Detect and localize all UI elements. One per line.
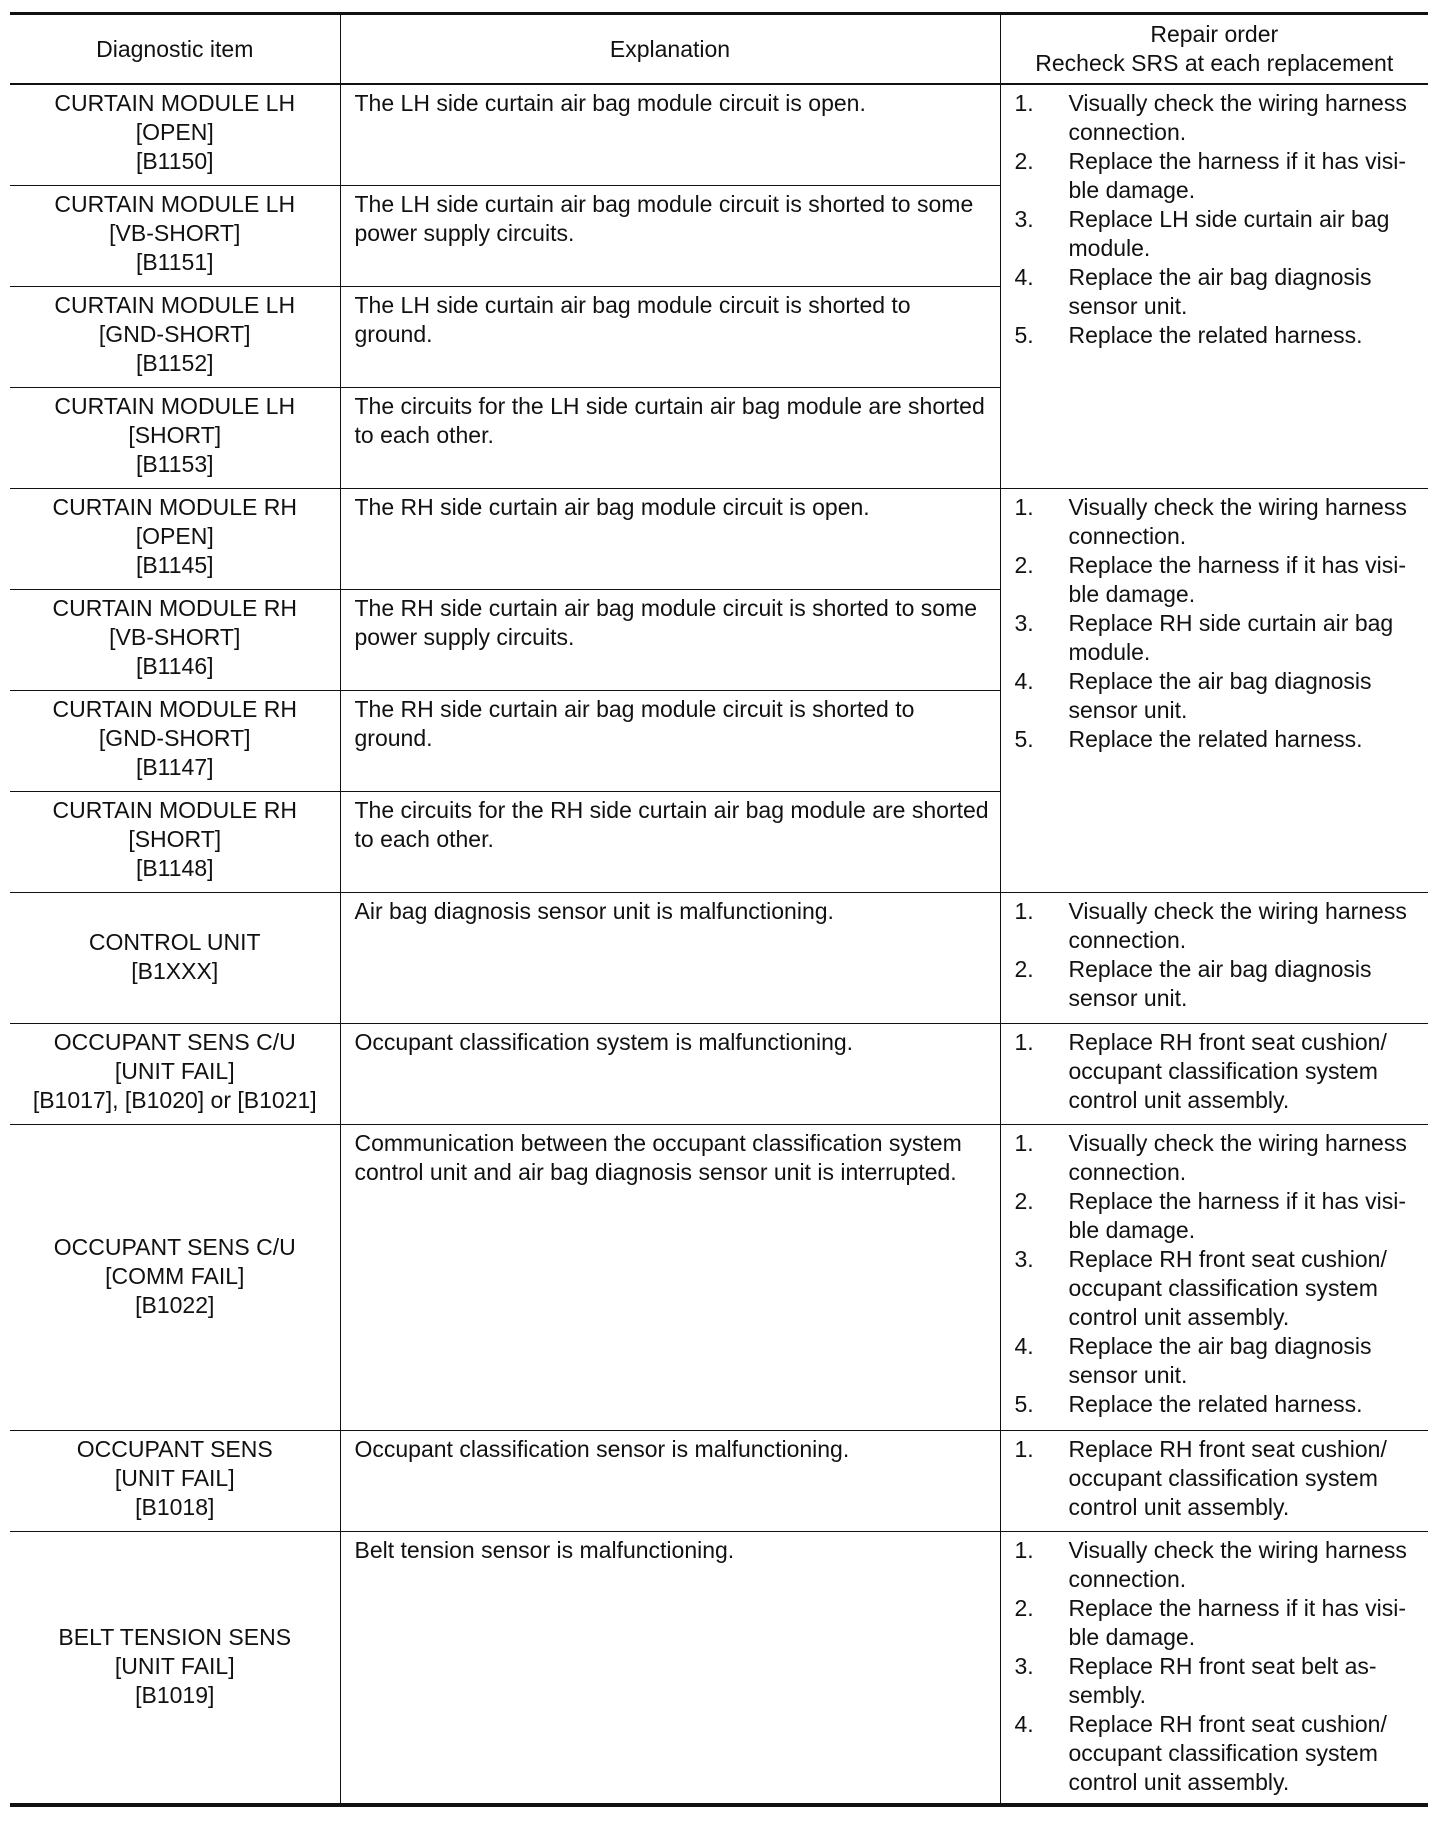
explanation-cell: The LH side curtain air bag module circuit is shorted to some power supply circuits.	[340, 185, 1000, 286]
item-line: [B1018]	[135, 1493, 215, 1520]
repair-step	[1015, 147, 1421, 205]
step-text: Replace RH front seat cushion/ occupant classification system control unit assembly.	[1068, 1245, 1387, 1330]
step-number: 5.	[1014, 322, 1034, 348]
step-number: 3.	[1014, 1652, 1034, 1679]
item-line: [B1150]	[135, 148, 214, 174]
item-line: CURTAIN MODULE RH	[52, 796, 297, 823]
diagnostic-item-cell	[10, 387, 340, 488]
header-repair-order-title: Repair order	[1150, 21, 1279, 47]
explanation-cell: Air bag diagnosis sensor unit is malfunctioning.	[340, 892, 1000, 1023]
step-text: Visually check the wiring harness connection.	[1068, 493, 1407, 549]
repair-step	[1015, 1435, 1421, 1522]
step-number: 1.	[1014, 1536, 1034, 1563]
explanation-cell: The circuits for the RH side curtain air bag module are shorted to each other.	[340, 791, 1000, 892]
step-number: 3.	[1014, 1245, 1034, 1272]
item-line: [B1022]	[135, 1291, 215, 1318]
diagnostic-item-cell	[10, 1531, 340, 1805]
repair-order-cell	[1000, 1124, 1428, 1430]
repair-steps-list	[1015, 1536, 1421, 1797]
item-line: CURTAIN MODULE RH	[52, 493, 297, 520]
step-number: 3.	[1014, 609, 1034, 636]
step-number: 1.	[1014, 1129, 1034, 1156]
item-line: [UNIT FAIL]	[114, 1464, 235, 1491]
diagnostic-item-cell	[10, 1430, 340, 1531]
repair-steps-list	[1015, 1028, 1421, 1115]
step-text: Replace the harness if it has visi-ble damage.	[1068, 551, 1406, 607]
item-line: [OPEN]	[135, 522, 214, 549]
step-number: 1.	[1014, 1435, 1034, 1462]
diagnostic-item-cell	[10, 286, 340, 387]
item-line: CURTAIN MODULE RH	[52, 594, 297, 621]
header-diagnostic-item: Diagnostic item	[10, 14, 340, 85]
repair-order-cell	[1000, 84, 1428, 488]
step-text: Replace RH side curtain air bag module.	[1068, 609, 1394, 665]
step-number: 2.	[1014, 1594, 1034, 1621]
header-repair-order-note: Recheck SRS at each replacement	[1035, 50, 1394, 76]
step-number: 5.	[1014, 1390, 1034, 1417]
item-line: OCCUPANT SENS C/U	[53, 1233, 296, 1260]
diagnostic-item-cell	[10, 1023, 340, 1124]
diagnostic-item-cell	[10, 1124, 340, 1430]
step-text: Visually check the wiring harness connection.	[1068, 1129, 1407, 1185]
step-text: Replace the air bag diagnosis sensor unit.	[1068, 1332, 1372, 1388]
diagnostic-item-cell	[10, 488, 340, 589]
repair-step	[1015, 321, 1421, 350]
step-text: Replace RH front seat cushion/ occupant classification system control unit assembly.	[1068, 1710, 1387, 1795]
item-line: CURTAIN MODULE LH	[54, 190, 296, 217]
table-row	[10, 488, 1428, 589]
step-number: 1.	[1014, 897, 1034, 924]
step-number: 1.	[1014, 1028, 1034, 1055]
explanation-cell: The circuits for the LH side curtain air bag module are shorted to each other.	[340, 387, 1000, 488]
step-text: Replace the harness if it has visi-ble damage.	[1068, 1594, 1406, 1650]
step-text: Replace RH front seat cushion/ occupant classification system control unit assembly.	[1068, 1028, 1387, 1113]
step-text: Replace LH side curtain air bag module.	[1068, 206, 1390, 261]
repair-step	[1015, 1245, 1421, 1332]
step-number: 2.	[1014, 1187, 1034, 1214]
repair-step	[1015, 609, 1421, 667]
step-text: Replace RH front seat belt as-sembly.	[1068, 1652, 1377, 1708]
item-line: CURTAIN MODULE LH	[54, 392, 296, 419]
repair-step	[1015, 1332, 1421, 1390]
diagnostic-item-cell	[10, 185, 340, 286]
repair-steps-list	[1015, 897, 1421, 1013]
step-text: Visually check the wiring harness connection.	[1068, 897, 1407, 953]
explanation-cell: The LH side curtain air bag module circuit is shorted to ground.	[340, 286, 1000, 387]
repair-order-cell	[1000, 1430, 1428, 1531]
item-line: [GND-SHORT]	[98, 320, 251, 347]
repair-step	[1015, 551, 1421, 609]
step-text: Replace RH front seat cushion/ occupant classification system control unit assembly.	[1068, 1435, 1387, 1520]
diagnostic-item-cell	[10, 791, 340, 892]
repair-step	[1015, 1390, 1421, 1419]
item-line: OCCUPANT SENS C/U	[53, 1028, 296, 1055]
item-line: OCCUPANT SENS	[76, 1435, 273, 1462]
repair-order-cell	[1000, 1023, 1428, 1124]
item-line: CURTAIN MODULE LH	[54, 90, 296, 116]
step-text: Replace the harness if it has visi-ble damage.	[1068, 148, 1406, 203]
repair-step	[1015, 667, 1421, 725]
item-line: [COMM FAIL]	[105, 1262, 245, 1289]
table-row	[10, 1430, 1428, 1531]
table-row	[10, 1023, 1428, 1124]
step-number: 2.	[1014, 955, 1034, 982]
explanation-cell: Occupant classification sensor is malfunctioning.	[340, 1430, 1000, 1531]
repair-step	[1015, 1710, 1421, 1797]
item-line: [UNIT FAIL]	[114, 1652, 235, 1679]
repair-step	[1015, 955, 1421, 1013]
item-line: [GND-SHORT]	[98, 724, 251, 751]
item-line: [B1146]	[135, 652, 214, 679]
item-line: [B1148]	[135, 854, 214, 881]
header-row	[10, 14, 1428, 85]
repair-step	[1015, 1028, 1421, 1115]
diagnostic-table	[10, 12, 1428, 1807]
step-text: Replace the air bag diagnosis sensor unit.	[1068, 955, 1372, 1011]
repair-step	[1015, 1129, 1421, 1187]
item-line: [SHORT]	[128, 825, 222, 852]
diagnostic-item-cell	[10, 892, 340, 1023]
step-text: Replace the related harness.	[1068, 1390, 1363, 1417]
item-line: CURTAIN MODULE LH	[54, 291, 296, 318]
step-number: 4.	[1014, 1710, 1034, 1737]
step-text: Replace the harness if it has visi-ble damage.	[1068, 1187, 1406, 1243]
item-line: [B1147]	[135, 753, 214, 780]
repair-step	[1015, 1187, 1421, 1245]
item-line: [SHORT]	[128, 421, 222, 448]
header-explanation: Explanation	[340, 14, 1000, 85]
diagnostic-item-cell	[10, 84, 340, 185]
item-line: [B1151]	[135, 248, 214, 275]
item-line: CONTROL UNIT	[88, 928, 261, 955]
table-row	[10, 84, 1428, 185]
explanation-cell: Belt tension sensor is malfunctioning.	[340, 1531, 1000, 1805]
item-line: [B1019]	[135, 1681, 215, 1708]
step-number: 3.	[1014, 206, 1034, 232]
repair-steps-list	[1015, 493, 1421, 754]
item-line: [OPEN]	[135, 119, 214, 145]
diagnostic-item-cell	[10, 589, 340, 690]
step-text: Replace the air bag diagnosis sensor unit.	[1068, 667, 1372, 723]
step-text: Replace the related harness.	[1068, 322, 1363, 348]
repair-step	[1015, 1652, 1421, 1710]
repair-step	[1015, 1594, 1421, 1652]
repair-step	[1015, 263, 1421, 321]
item-line: [B1017], [B1020] or [B1021]	[32, 1086, 317, 1113]
diagnostic-item-cell	[10, 690, 340, 791]
explanation-cell: The LH side curtain air bag module circuit is open.	[340, 84, 1000, 185]
table-row	[10, 1124, 1428, 1430]
step-number: 2.	[1014, 148, 1034, 174]
repair-order-cell	[1000, 1531, 1428, 1805]
repair-steps-list	[1015, 1435, 1421, 1522]
repair-step	[1015, 493, 1421, 551]
repair-order-cell	[1000, 892, 1428, 1023]
step-number: 1.	[1014, 90, 1034, 116]
step-text: Replace the related harness.	[1068, 725, 1363, 752]
item-line: [B1145]	[135, 551, 214, 578]
item-line: CURTAIN MODULE RH	[52, 695, 297, 722]
explanation-cell: Communication between the occupant classification system control unit and air bag diagnosis sensor unit is interrupted.	[340, 1124, 1000, 1430]
repair-order-cell	[1000, 488, 1428, 892]
repair-steps-list	[1015, 1129, 1421, 1419]
step-number: 2.	[1014, 551, 1034, 578]
item-line: [VB-SHORT]	[109, 623, 241, 650]
repair-step	[1015, 1536, 1421, 1594]
table-row	[10, 1531, 1428, 1805]
header-repair-order	[1000, 14, 1428, 85]
step-text: Visually check the wiring harness connection.	[1068, 90, 1407, 145]
item-line: [VB-SHORT]	[109, 219, 241, 246]
step-number: 5.	[1014, 725, 1034, 752]
item-line: BELT TENSION SENS	[58, 1623, 292, 1650]
step-number: 4.	[1014, 1332, 1034, 1359]
repair-step	[1015, 725, 1421, 754]
repair-step	[1015, 897, 1421, 955]
repair-steps-list	[1015, 89, 1421, 350]
item-line: [UNIT FAIL]	[114, 1057, 235, 1084]
item-line: [B1XXX]	[131, 957, 219, 984]
step-text: Replace the air bag diagnosis sensor unit.	[1068, 264, 1372, 319]
step-number: 4.	[1014, 264, 1034, 290]
step-number: 4.	[1014, 667, 1034, 694]
explanation-cell: The RH side curtain air bag module circuit is shorted to some power supply circuits.	[340, 589, 1000, 690]
step-text: Visually check the wiring harness connection.	[1068, 1536, 1407, 1592]
step-number: 1.	[1014, 493, 1034, 520]
explanation-cell: Occupant classification system is malfunctioning.	[340, 1023, 1000, 1124]
item-line: [B1153]	[135, 450, 214, 477]
repair-step	[1015, 205, 1421, 263]
table-row	[10, 892, 1428, 1023]
explanation-cell: The RH side curtain air bag module circuit is shorted to ground.	[340, 690, 1000, 791]
repair-step	[1015, 89, 1421, 147]
explanation-cell: The RH side curtain air bag module circuit is open.	[340, 488, 1000, 589]
item-line: [B1152]	[135, 349, 214, 376]
